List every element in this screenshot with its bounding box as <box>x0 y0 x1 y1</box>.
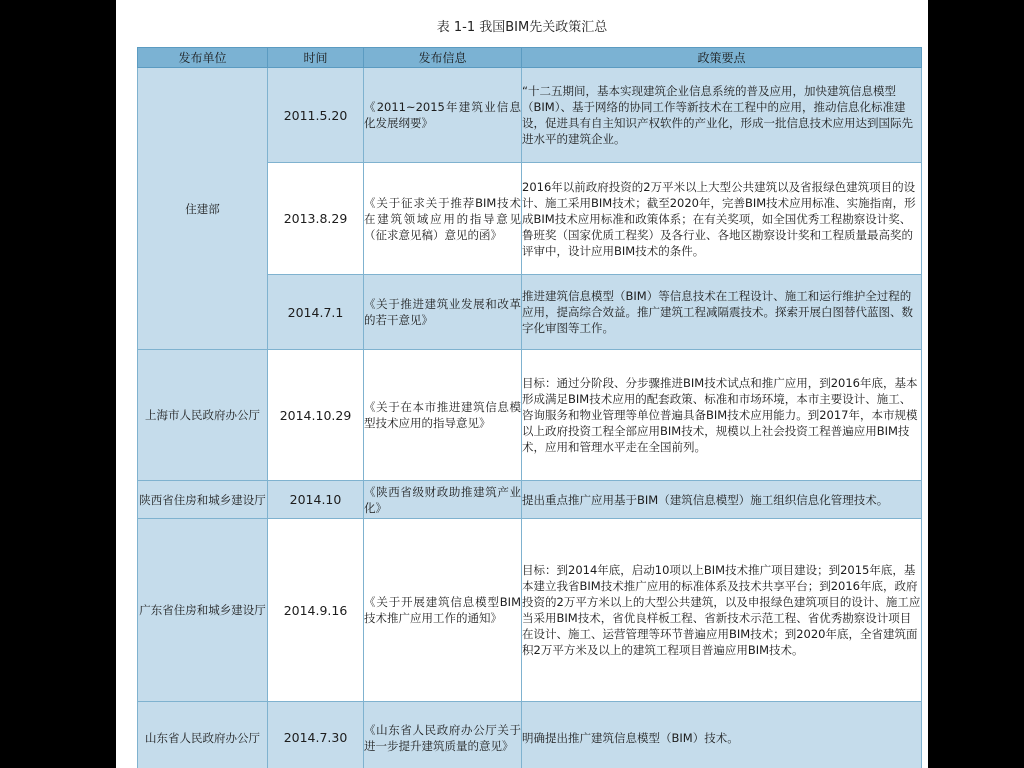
unit-cell: 住建部 <box>138 68 268 350</box>
points-cell: “十二五期间，基本实现建筑企业信息系统的普及应用，加快建筑信息模型（BIM）、基于网络的协同工作等新技术在工程中的应用，推动信息化标准建设，促进具有自主知识产权软件的产业化，形成一批信息技术应用达到国际先进水平的建筑企业。 <box>522 68 922 163</box>
header-info: 发布信息 <box>364 48 522 68</box>
info-cell: 《关于开展建筑信息模型BIM技术推广应用工作的通知》 <box>364 519 522 702</box>
info-cell: 《关于推进建筑业发展和改革的若干意见》 <box>364 275 522 350</box>
table-row <box>138 519 922 702</box>
policy-table <box>137 47 922 768</box>
time-cell: 2014.7.1 <box>268 275 364 350</box>
points-cell: 目标：到2014年底，启动10项以上BIM技术推广项目建设；到2015年底，基本建立我省BIM技术推广应用的标准体系及技术共享平台；到2016年底，政府投资的2万平方米以上的大型公共建筑，以及申报绿色建筑项目的设计、施工应当采用BIM技术，省优良样板工程、省新技术示范工程、省优秀勘察设计项目在设计、施工、运营管理等环节普遍应用BIM技术；到2020年底，全省建筑面积2万平方米及以上的建筑工程项目普遍应用BIM技术。 <box>522 519 922 702</box>
table-row <box>138 702 922 768</box>
points-cell: 推进建筑信息模型（BIM）等信息技术在工程设计、施工和运行维护全过程的应用，提高综合效益。推广建筑工程减隔震技术。探索开展白图替代蓝图、数字化审图等工作。 <box>522 275 922 350</box>
info-cell: 《山东省人民政府办公厅关于进一步提升建筑质量的意见》 <box>364 702 522 768</box>
time-cell: 2013.8.29 <box>268 163 364 275</box>
header-row <box>138 48 922 68</box>
info-cell: 《陕西省级财政助推建筑产业化》 <box>364 481 522 519</box>
table-row <box>138 68 922 163</box>
header-points: 政策要点 <box>522 48 922 68</box>
info-cell: 《关于在本市推进建筑信息模型技术应用的指导意见》 <box>364 350 522 481</box>
time-cell: 2014.9.16 <box>268 519 364 702</box>
unit-cell: 上海市人民政府办公厅 <box>138 350 268 481</box>
info-cell: 《2011~2015年建筑业信息化发展纲要》 <box>364 68 522 163</box>
info-cell: 《关于征求关于推荐BIM技术在建筑领域应用的指导意见（征求意见稿）意见的函》 <box>364 163 522 275</box>
header-time: 时间 <box>268 48 364 68</box>
unit-cell: 山东省人民政府办公厅 <box>138 702 268 768</box>
table-row <box>138 350 922 481</box>
points-cell: 提出重点推广应用基于BIM（建筑信息模型）施工组织信息化管理技术。 <box>522 481 922 519</box>
time-cell: 2014.7.30 <box>268 702 364 768</box>
time-cell: 2014.10.29 <box>268 350 364 481</box>
points-cell: 明确提出推广建筑信息模型（BIM）技术。 <box>522 702 922 768</box>
table-title: 表 1-1 我国BIM先关政策汇总 <box>436 20 608 35</box>
unit-cell: 广东省住房和城乡建设厅 <box>138 519 268 702</box>
table-row <box>138 481 922 519</box>
points-cell: 目标：通过分阶段、分步骤推进BIM技术试点和推广应用，到2016年底，基本形成满足BIM技术应用的配套政策、标准和市场环境，本市主要设计、施工、咨询服务和物业管理等单位普遍具备BIM技术应用能力。到2017年，本市规模以上政府投资工程全部应用BIM技术，规模以上社会投资工程普遍应用BIM技术，应用和管理水平走在全国前列。 <box>522 350 922 481</box>
unit-cell: 陕西省住房和城乡建设厅 <box>138 481 268 519</box>
time-cell: 2011.5.20 <box>268 68 364 163</box>
header-unit: 发布单位 <box>138 48 268 68</box>
points-cell: 2016年以前政府投资的2万平米以上大型公共建筑以及省报绿色建筑项目的设计、施工采用BIM技术；截至2020年，完善BIM技术应用标准、实施指南，形成BIM技术应用标准和政策体系；在有关奖项，如全国优秀工程勘察设计奖、鲁班奖（国家优质工程奖）及各行业、各地区勘察设计奖和工程质量最高奖的评审中，设计应用BIM技术的条件。 <box>522 163 922 275</box>
document-page <box>116 0 928 768</box>
time-cell: 2014.10 <box>268 481 364 519</box>
